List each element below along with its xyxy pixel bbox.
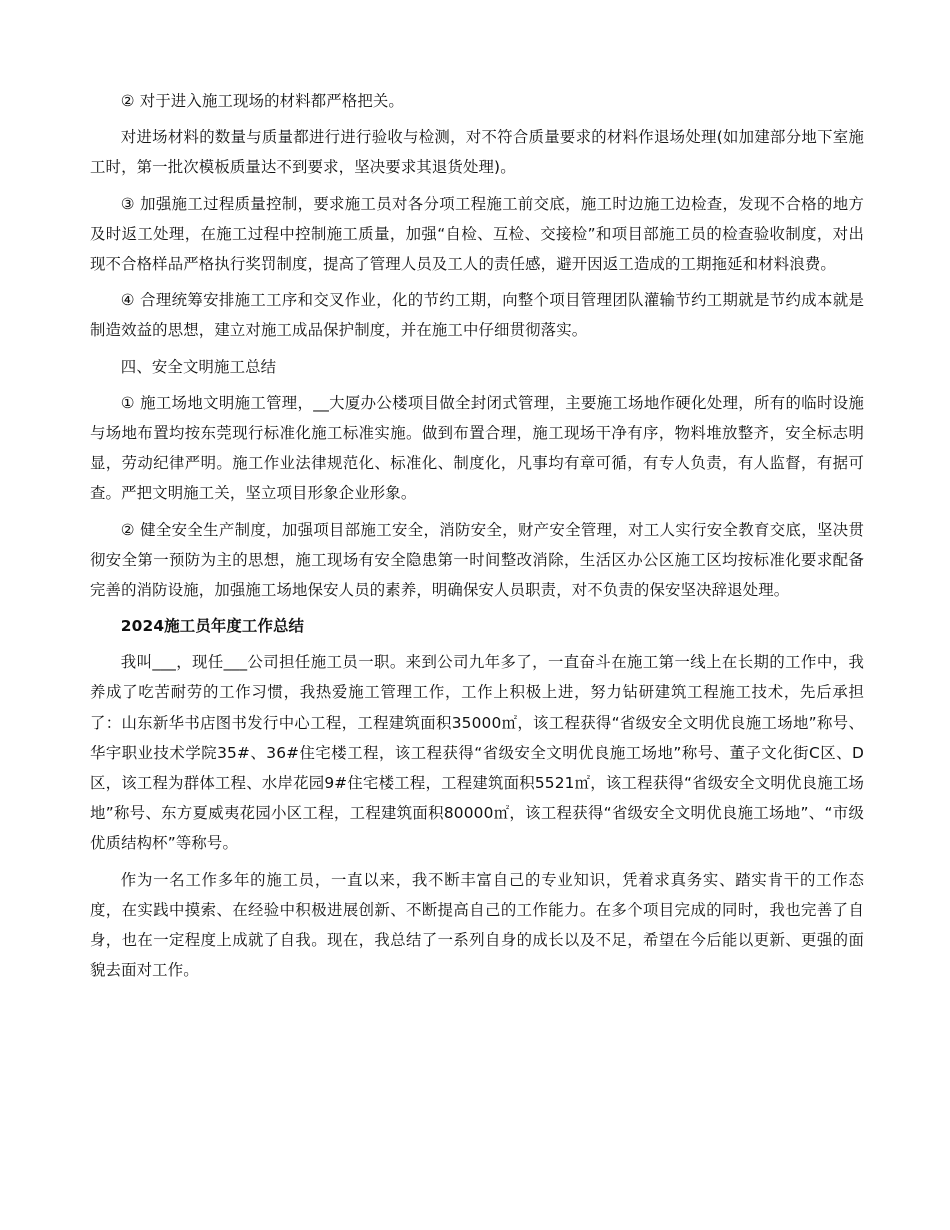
paragraph-site-management: ① 施工场地文明施工管理，__大厦办公楼项目做全封闭式管理，主要施工场地作硬化处理，所有的临时设施与场地布置均按东莞现行标准化施工标准实施。做到布置合理，施工现场干净有序，物料堆放整齐，安全标志明显，劳动纪律严明。施工作业法律规范化、标准化、制度化，凡事均有章可循，有专人负责，有人监督，有据可查。严把文明施工关，坚立项目形象企业形象。 [90,393,864,503]
section-heading-safety: 四、安全文明施工总结 [120,357,277,376]
paragraph-schedule-coordination: ④ 合理统筹安排施工工序和交叉作业，化的节约工期，向整个项目管理团队灌输节约工期就是节约成本就是制造效益的思想，建立对施工成品保护制度，并在施工中仔细贯彻落实。 [90,291,864,340]
paragraph-safety-system: ② 健全安全生产制度，加强项目部施工安全，消防安全，财产安全管理，对工人实行安全教育交底，坚决贯彻安全第一预防为主的思想，施工现场有安全隐患第一时间整改消除，生活区办公区施工区均按标准化要求配备完善的消防设施，加强施工场地保安人员的素养，明确保安人员职责，对不负责的保安坚决辞退处理。 [90,520,864,600]
document-section-title: 2024施工员年度工作总结 [120,617,305,636]
paragraph-self-reflection: 作为一名工作多年的施工员，一直以来，我不断丰富自己的专业知识，凭着求真务实、踏实肯干的工作态度，在实践中摸索、在经验中积极进展创新、不断提高自己的工作能力。在多个项目完成的同时，我也完善了自身，也在一定程度上成就了自我。现在，我总结了一系列自身的成长以及不足，希望在今后能以更新、更强的面貌去面对工作。 [90,870,864,980]
paragraph-quality-control: ③ 加强施工过程质量控制，要求施工员对各分项工程施工前交底，施工时边施工边检查，发现不合格的地方及时返工处理，在施工过程中控制施工质量，加强“自检、互检、交接检”和项目部施工员的检查验收制度，对出现不合格样品严格执行奖罚制度，提高了管理人员及工人的责任感，避开因返工造成的工期拖延和材料浪费。 [90,194,864,274]
paragraph-material-inspection: 对进场材料的数量与质量都进行进行验收与检测，对不符合质量要求的材料作退场处理(如加建部分地下室施工时，第一批次模板质量达不到要求，坚决要求其退货处理)。 [90,128,864,177]
paragraph-introduction: 我叫___，现任___公司担任施工员一职。来到公司九年多了，一直奋斗在施工第一线上在长期的工作中，我养成了吃苦耐劳的工作习惯，我热爱施工管理工作，工作上积极上进，努力钻研建筑工程施工技术，先后承担了：山东新华书店图书发行中心工程，工程建筑面积35000㎡，该工程获得“省级安全文明优良施工场地”称号、华宇职业技术学院35#、36#住宅楼工程，该工程获得“省级安全文明优良施工场地”称号、董子文化街C区、D区，该工程为群体工程、水岸花园9#住宅楼工程，工程建筑面积5521㎡，该工程获得“省级安全文明优良施工场地”称号、东方夏威夷花园小区工程，工程建筑面积80000㎡，该工程获得“省级安全文明优良施工场地”、“市级优质结构杯”等称号。 [90,653,864,853]
paragraph-material-check: ② 对于进入施工现场的材料都严格把关。 [120,92,404,110]
